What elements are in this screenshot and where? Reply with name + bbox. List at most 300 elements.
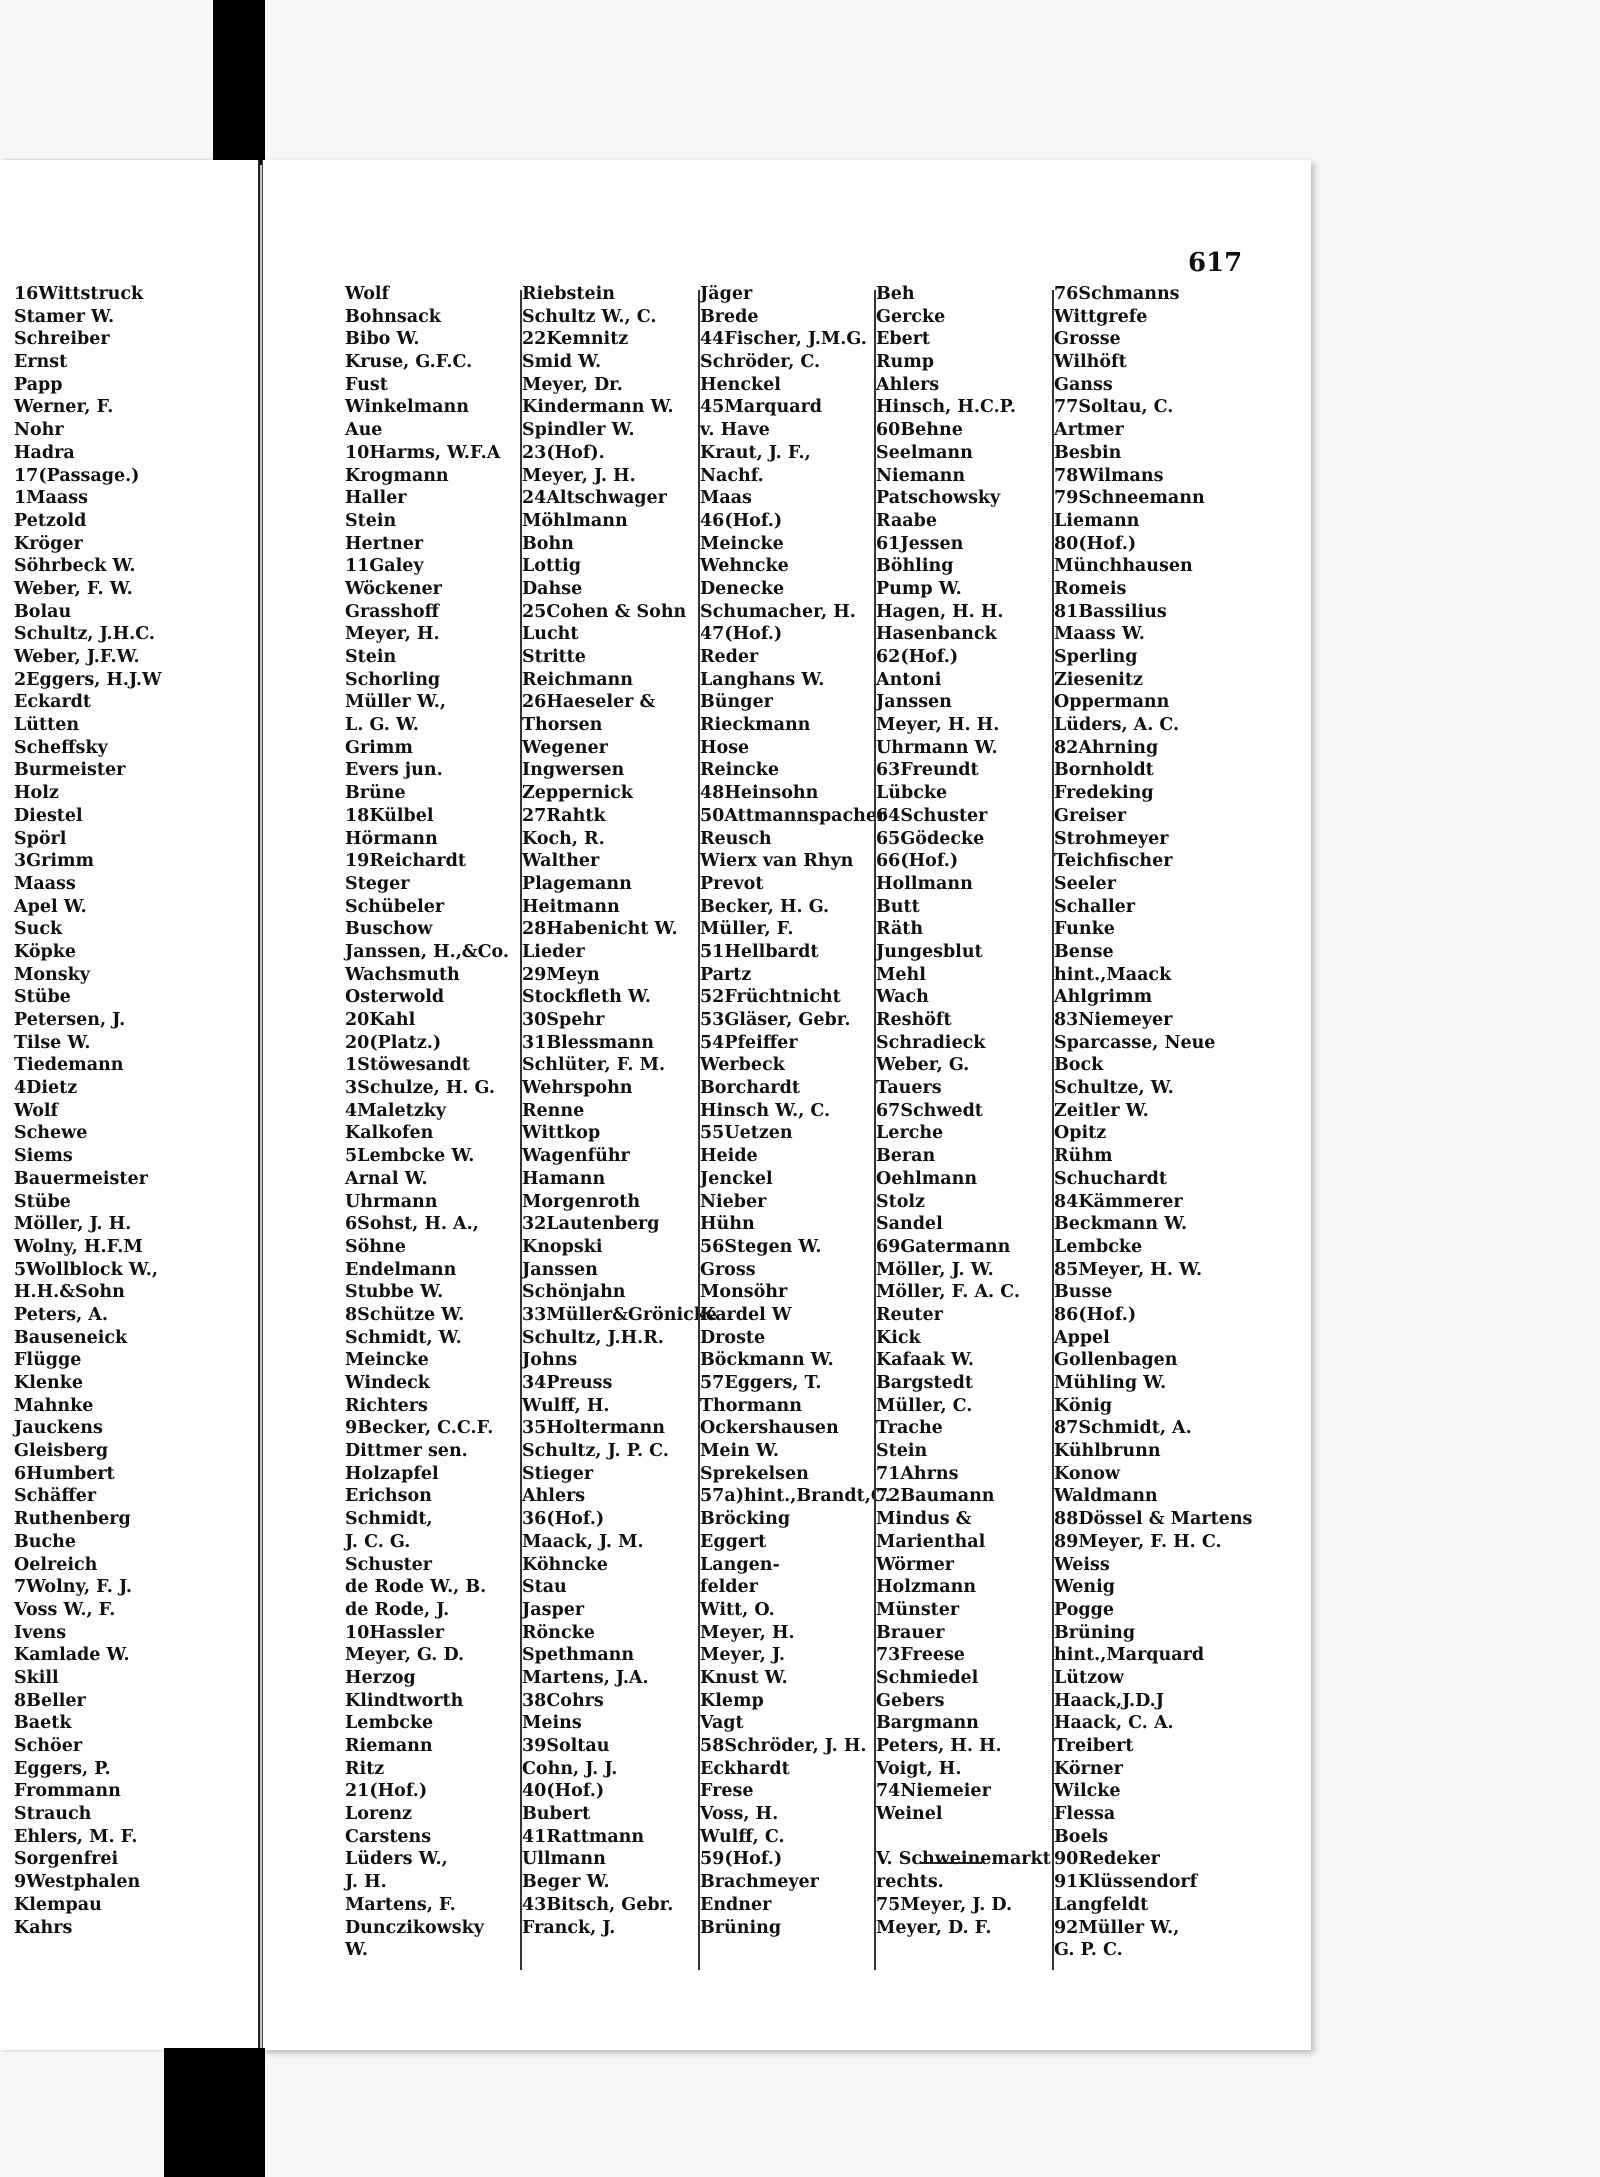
directory-entry: Brüning [1054, 1622, 1136, 1643]
directory-entry: Osterwold [345, 987, 445, 1008]
directory-entry: Besbin [1054, 442, 1122, 463]
directory-entry: Ahlgrimm [1054, 987, 1153, 1008]
directory-entry: 36(Hof.) [522, 1509, 605, 1530]
directory-entry: Erichson [345, 1486, 432, 1507]
directory-entry: Cohn, J. J. [522, 1758, 618, 1779]
directory-entry: Seelmann [876, 442, 973, 463]
directory-entry: Ritz [345, 1758, 385, 1779]
directory-entry: Janssen, H.,&Co. [345, 941, 509, 962]
directory-entry: Schlüter, F. M. [522, 1055, 666, 1076]
directory-entry: Schöer [14, 1736, 83, 1756]
directory-entry: 46(Hof.) [700, 510, 783, 531]
directory-entry: Haller [345, 488, 407, 509]
directory-entry: Holz [14, 783, 59, 804]
directory-entry: Papp [14, 374, 63, 395]
directory-entry: Aue [345, 420, 383, 441]
directory-entry: Schultz W., C. [522, 306, 657, 327]
directory-entry: Wittgrefe [1054, 306, 1148, 327]
directory-entry: H.H.&Sohn [14, 1282, 125, 1303]
directory-entry: Lütten [14, 715, 80, 736]
directory-entry: Böhling [876, 556, 954, 577]
directory-entry: Lorenz [345, 1804, 412, 1825]
directory-entry: Meyer, J. [700, 1645, 785, 1666]
directory-entry: Wehncke [700, 556, 789, 577]
directory-entry: Bauseneick [14, 1327, 128, 1348]
directory-entry: 32Lautenberg [522, 1214, 660, 1235]
directory-entry: Schönjahn [522, 1282, 626, 1303]
directory-entry: Wittkop [522, 1123, 601, 1144]
directory-entry: 83Niemeyer [1054, 1010, 1173, 1030]
directory-entry: Sperling [1054, 647, 1138, 667]
directory-entry: Flügge [14, 1350, 82, 1371]
directory-entry: 22Kemnitz [522, 329, 629, 350]
directory-entry: Klempau [14, 1894, 102, 1915]
directory-entry: 79Schneemann [1054, 488, 1205, 509]
directory-entry: Hose [700, 737, 750, 758]
directory-entry: Bornholdt [1054, 760, 1154, 781]
directory-entry: Eckhardt [700, 1758, 790, 1779]
directory-entry: Richters [345, 1395, 428, 1416]
directory-entry: Hinsch, H.C.P. [876, 397, 1017, 418]
directory-entry: Stockfleth W. [522, 987, 651, 1008]
directory-entry: Reichmann [522, 669, 634, 690]
directory-entry: Bargstedt [876, 1373, 973, 1393]
directory-entry: Brauer [876, 1622, 945, 1643]
directory-entry: 19Reichardt [345, 851, 466, 872]
directory-entry: Knopski [522, 1236, 603, 1257]
directory-entry: 76Schmanns [1054, 284, 1180, 304]
directory-entry: Lüders W., [345, 1849, 448, 1870]
directory-entry: Peters, A. [14, 1304, 108, 1325]
directory-entry: Busse [1054, 1282, 1113, 1303]
directory-entry: Suck [14, 919, 63, 940]
directory-entry: Lucht [522, 624, 579, 645]
directory-entry: 38Cohrs [522, 1690, 604, 1711]
directory-entry: Reder [700, 647, 759, 667]
directory-entry: 41Rattmann [522, 1826, 645, 1847]
directory-entry: Nieber [700, 1191, 767, 1212]
directory-entry: Meyer, Dr. [522, 374, 623, 395]
directory-entry: 9Westphalen [14, 1872, 141, 1893]
directory-entry: Boels [1054, 1826, 1109, 1847]
directory-entry: 45Marquard [700, 397, 823, 418]
directory-entry: hint.,Maack [1054, 964, 1172, 985]
directory-entry: Grosse [1054, 329, 1121, 350]
directory-entry: Butt [876, 896, 920, 917]
directory-entry: 6Sohst, H. A., [345, 1214, 479, 1235]
directory-entry: Haack, C. A. [1054, 1713, 1174, 1734]
directory-entry: 8Schütze W. [345, 1304, 465, 1325]
directory-entry: Reusch [700, 828, 772, 849]
directory-entry: 3Grimm [14, 851, 95, 872]
directory-entry: Langfeldt [1054, 1894, 1149, 1915]
directory-entry: Droste [700, 1327, 766, 1348]
directory-entry: 63Freundt [876, 760, 979, 781]
directory-entry: Smid W. [522, 352, 602, 373]
directory-entry: Gercke [876, 306, 946, 327]
directory-entry: 51Hellbardt [700, 941, 819, 962]
directory-entry: V. Schweinemarkt [876, 1849, 1051, 1870]
page-number: 617 [1188, 248, 1243, 278]
directory-entry: Eggers, P. [14, 1758, 111, 1779]
directory-entry: 8Beller [14, 1690, 86, 1711]
directory-entry: Röncke [522, 1622, 595, 1643]
directory-entry: Kafaak W. [876, 1350, 974, 1371]
directory-entry: Schorling [345, 669, 441, 690]
directory-entry: Hadra [14, 442, 75, 463]
directory-entry: Brede [700, 306, 759, 327]
directory-entry: Appel [1054, 1327, 1110, 1348]
directory-entry: Bünger [700, 692, 773, 713]
directory-entry: 4Maletzky [345, 1100, 446, 1121]
directory-entry: 78Wilmans [1054, 465, 1164, 486]
directory-entry: Möhlmann [522, 510, 628, 531]
directory-entry: 33Müller&Grönicke [522, 1304, 718, 1325]
directory-entry: Mahnke [14, 1395, 94, 1416]
directory-column-1 [345, 283, 509, 1962]
directory-entry: 1Stöwesandt [345, 1055, 471, 1076]
directory-entry: Kardel W [700, 1304, 792, 1325]
directory-entry: Klemp [700, 1690, 764, 1711]
directory-entry: Teichfischer [1054, 851, 1173, 872]
directory-entry: Meyer, H. H. [876, 715, 1000, 736]
directory-entry: Sprekelsen [700, 1463, 809, 1484]
directory-entry: Schultz, J. P. C. [522, 1441, 669, 1462]
directory-entry: Buche [14, 1531, 77, 1552]
directory-entry: 30Spehr [522, 1010, 605, 1030]
directory-entry: de Rode, J. [345, 1599, 450, 1620]
directory-entry: Hamann [522, 1168, 606, 1189]
directory-entry: Köpke [14, 941, 76, 962]
directory-entry: Nohr [14, 420, 64, 441]
directory-entry: Meins [522, 1713, 582, 1734]
directory-entry: Petzold [14, 510, 87, 531]
directory-entry: 48Heinsohn [700, 783, 819, 804]
section-rule [920, 1862, 982, 1864]
directory-entry: 31Blessmann [522, 1032, 654, 1053]
directory-entry: Endner [700, 1894, 772, 1915]
directory-entry: Uhrmann [345, 1191, 438, 1212]
directory-entry: Schultze, W. [1054, 1078, 1174, 1099]
directory-entry: Wegener [522, 737, 608, 758]
directory-entry: Ingwersen [522, 760, 625, 781]
directory-entry: Holzapfel [345, 1463, 439, 1484]
directory-entry: Stübe [14, 987, 71, 1008]
directory-entry: Meyer, H. [345, 624, 440, 645]
directory-entry: 73Freese [876, 1645, 965, 1666]
directory-entry: Krogmann [345, 465, 449, 486]
directory-entry: Hühn [700, 1214, 755, 1235]
directory-entry: Hörmann [345, 828, 438, 849]
directory-entry: Lützow [1054, 1667, 1124, 1688]
binding-tab-bottom-left [164, 2048, 215, 2177]
directory-entry: Vagt [700, 1713, 744, 1734]
directory-entry: Schröder, C. [700, 352, 821, 373]
directory-entry: Voss W., F. [14, 1599, 116, 1620]
directory-entry: Möller, F. A. C. [876, 1282, 1020, 1303]
directory-entry: 7Wolny, F. J. [14, 1577, 132, 1598]
directory-entry: Grasshoff [345, 601, 439, 622]
directory-entry: 27Rahtk [522, 805, 606, 826]
directory-entry: Mehl [876, 964, 926, 985]
directory-entry: Dunczikowsky [345, 1917, 484, 1938]
directory-entry: 90Redeker [1054, 1849, 1160, 1870]
directory-entry: 16Wittstruck [14, 284, 144, 304]
directory-entry: Flessa [1054, 1804, 1116, 1825]
directory-entry: Pump W. [876, 578, 962, 599]
directory-entry: Maass [14, 873, 76, 894]
directory-column-4 [876, 283, 1051, 1939]
directory-entry: Schuster [345, 1554, 433, 1575]
directory-entry: Kühlbrunn [1054, 1441, 1161, 1462]
directory-entry: 66(Hof.) [876, 851, 959, 872]
directory-entry: 65Gödecke [876, 828, 985, 849]
directory-entry: Janssen [876, 692, 952, 713]
directory-entry: Thorsen [522, 715, 603, 736]
directory-entry: 43Bitsch, Gebr. [522, 1894, 674, 1915]
directory-entry: 87Schmidt, A. [1054, 1418, 1192, 1439]
directory-entry: 75Meyer, J. D. [876, 1894, 1013, 1915]
directory-entry: Spörl [14, 828, 67, 849]
directory-entry: Kahrs [14, 1917, 73, 1938]
directory-entry: Wöckener [345, 578, 442, 599]
directory-entry: 82Ahrning [1054, 737, 1159, 758]
directory-entry: 20Kahl [345, 1010, 416, 1030]
directory-entry: 88Dössel & Martens [1054, 1509, 1253, 1530]
directory-entry: Borchardt [700, 1078, 800, 1099]
directory-entry: Gollenbagen [1054, 1350, 1178, 1371]
directory-entry: 62(Hof.) [876, 647, 959, 667]
directory-entry: Riemann [345, 1736, 433, 1756]
directory-entry: Lerche [876, 1123, 944, 1144]
directory-entry: Romeis [1054, 578, 1127, 599]
directory-entry: Knust W. [700, 1667, 788, 1688]
directory-entry: Oelreich [14, 1554, 98, 1575]
directory-entry: Beckmann W. [1054, 1214, 1188, 1235]
directory-entry: 1Maass [14, 488, 88, 509]
directory-entry: Waldmann [1054, 1486, 1158, 1507]
directory-entry: Artmer [1054, 420, 1124, 441]
directory-entry: 44Fischer, J.M.G. [700, 329, 867, 350]
directory-entry: Partz [700, 964, 752, 985]
directory-entry: Meyer, J. H. [522, 465, 636, 486]
directory-entry: Jäger [700, 284, 753, 304]
directory-entry: König [1054, 1395, 1113, 1416]
directory-entry: Stamer W. [14, 306, 115, 327]
directory-entry: Kalkofen [345, 1123, 434, 1144]
directory-entry: Strauch [14, 1804, 92, 1825]
directory-entry: 25Cohen & Sohn [522, 601, 687, 622]
directory-entry: Ahlers [522, 1486, 586, 1507]
directory-entry: 69Gatermann [876, 1236, 1011, 1257]
directory-entry: Wilcke [1054, 1781, 1121, 1802]
directory-entry: Sparcasse, Neue [1054, 1032, 1216, 1053]
directory-entry: Thormann [700, 1395, 802, 1416]
directory-entry: Franck, J. [522, 1917, 616, 1938]
directory-entry: Denecke [700, 578, 785, 599]
directory-entry: Jauckens [14, 1418, 103, 1439]
directory-entry: Nachf. [700, 465, 764, 486]
directory-entry: Hollmann [876, 873, 973, 894]
directory-entry: L. G. W. [345, 715, 420, 736]
directory-entry: Monsöhr [700, 1282, 788, 1303]
directory-entry: Raabe [876, 510, 937, 531]
directory-entry: Windeck [345, 1373, 430, 1393]
directory-entry: Wulff, H. [522, 1395, 610, 1416]
directory-entry: Müller W., [345, 692, 446, 713]
directory-entry: 71Ahrns [876, 1463, 959, 1484]
directory-entry: 52Früchtnicht [700, 987, 841, 1008]
directory-entry: Stein [345, 647, 397, 667]
directory-entry: Frese [700, 1781, 754, 1802]
directory-entry: Wenig [1054, 1577, 1115, 1598]
directory-entry: Bohn [522, 533, 574, 554]
directory-entry: 64Schuster [876, 805, 988, 826]
directory-entry: Schäffer [14, 1486, 97, 1507]
directory-entry: Renne [522, 1100, 585, 1121]
directory-entry: Weinel [876, 1804, 943, 1825]
directory-entry: Schmidt, [345, 1509, 433, 1530]
directory-entry: 5Wollblock W., [14, 1259, 158, 1280]
directory-entry: Stieger [522, 1463, 594, 1484]
directory-entry: Heitmann [522, 896, 620, 917]
directory-column-5 [1054, 283, 1252, 1962]
directory-entry: Schradieck [876, 1032, 986, 1053]
directory-entry: Tiedemann [14, 1055, 124, 1076]
directory-entry: 26Haeseler & [522, 692, 656, 713]
directory-entry: Hinsch W., C. [700, 1100, 831, 1121]
directory-entry: Mindus & [876, 1509, 972, 1530]
directory-entry: Maass W. [1054, 624, 1145, 645]
directory-entry: Peters, H. H. [876, 1736, 1002, 1756]
directory-column-2 [522, 283, 717, 1939]
directory-entry: 6Humbert [14, 1463, 115, 1484]
directory-entry: Lembcke [345, 1713, 434, 1734]
directory-entry: Zeppernick [522, 783, 633, 804]
directory-entry: 23(Hof). [522, 442, 605, 463]
directory-entry: Rühm [1054, 1146, 1113, 1167]
directory-entry: Winkelmann [345, 397, 469, 418]
directory-entry: 55Uetzen [700, 1123, 793, 1144]
directory-entry: Schübeler [345, 896, 445, 917]
directory-entry: Oehlmann [876, 1168, 978, 1189]
directory-entry: Bargmann [876, 1713, 979, 1734]
directory-entry: 57Eggers, T. [700, 1373, 822, 1393]
directory-entry: Werner, F. [14, 397, 114, 418]
directory-entry: Schaller [1054, 896, 1136, 917]
directory-entry: 50Attmannspacher [700, 805, 887, 826]
directory-entry: Herzog [345, 1667, 416, 1688]
directory-entry: Jungesblut [876, 941, 983, 962]
directory-entry: J. C. G. [345, 1531, 411, 1552]
directory-entry: Opitz [1054, 1123, 1107, 1144]
directory-entry: Stubbe W. [345, 1282, 444, 1303]
directory-entry: Brüning [700, 1917, 782, 1938]
directory-entry: Riebstein [522, 284, 616, 304]
directory-entry: Greiser [1054, 805, 1127, 826]
directory-entry: 10Harms, W.F.A [345, 442, 501, 463]
directory-entry: Zeitler W. [1054, 1100, 1149, 1121]
directory-entry: Bröcking [700, 1509, 791, 1530]
directory-entry: Gebers [876, 1690, 945, 1711]
directory-entry: Söhne [345, 1236, 406, 1257]
directory-entry: 47(Hof.) [700, 624, 783, 645]
directory-entry: Wilhöft [1054, 352, 1127, 373]
directory-entry: Reuter [876, 1304, 943, 1325]
directory-entry: Ganss [1054, 374, 1113, 395]
directory-entry: 91Klüssendorf [1054, 1872, 1198, 1893]
directory-entry: 34Preuss [522, 1373, 613, 1393]
directory-entry: Seeler [1054, 873, 1116, 894]
directory-entry: Ziesenitz [1054, 669, 1143, 690]
directory-entry: Fredeking [1054, 783, 1154, 804]
directory-entry: 35Holtermann [522, 1418, 665, 1439]
directory-entry: Schumacher, H. [700, 601, 856, 622]
directory-entry [876, 1826, 1051, 1849]
directory-entry: Stübe [14, 1191, 71, 1212]
directory-entry: Evers jun. [345, 760, 443, 781]
directory-entry: Räth [876, 919, 924, 940]
directory-entry: 39Soltau [522, 1736, 610, 1756]
directory-entry: Lembcke [1054, 1236, 1143, 1257]
directory-entry: Weber, G. [876, 1055, 970, 1076]
directory-entry: Eckardt [14, 692, 91, 713]
directory-entry: 80(Hof.) [1054, 533, 1137, 554]
directory-entry: Müller, F. [700, 919, 794, 940]
directory-entry: Stau [522, 1577, 567, 1598]
directory-entry: Klindtworth [345, 1690, 464, 1711]
directory-entry: 3Schulze, H. G. [345, 1078, 495, 1099]
directory-entry: Fust [345, 374, 388, 395]
directory-entry: Konow [1054, 1463, 1120, 1484]
directory-entry: 10Hassler [345, 1622, 444, 1643]
directory-entry: Böckmann W. [700, 1350, 834, 1371]
directory-entry: Petersen, J. [14, 1010, 126, 1030]
directory-entry: Wolny, H.F.M [14, 1236, 143, 1257]
directory-entry: Schreiber [14, 329, 110, 350]
directory-entry: Ruthenberg [14, 1509, 131, 1530]
directory-entry: Walther [522, 851, 600, 872]
directory-entry: Wach [876, 987, 929, 1008]
directory-entry: 89Meyer, F. H. C. [1054, 1531, 1222, 1552]
directory-entry: Frommann [14, 1781, 121, 1802]
directory-entry: Becker, H. G. [700, 896, 830, 917]
binding-tab-top [213, 0, 265, 165]
directory-entry: Weber, F. W. [14, 578, 133, 599]
directory-entry: Lottig [522, 556, 582, 577]
directory-entry: 67Schwedt [876, 1100, 983, 1121]
directory-entry: Kröger [14, 533, 83, 554]
directory-entry: 61Jessen [876, 533, 964, 554]
directory-entry: Bock [1054, 1055, 1104, 1076]
directory-entry: J. H. [345, 1872, 387, 1893]
directory-entry: Spindler W. [522, 420, 635, 441]
directory-entry: Köhncke [522, 1554, 608, 1575]
directory-entry: Ebert [876, 329, 931, 350]
directory-entry: Bubert [522, 1804, 591, 1825]
directory-entry: Schultz, J.H.C. [14, 624, 155, 645]
directory-entry: Marienthal [876, 1531, 986, 1552]
directory-entry: 4Dietz [14, 1078, 78, 1099]
directory-entry: Bibo W. [345, 329, 420, 350]
directory-entry: Beger W. [522, 1872, 610, 1893]
directory-entry: 24Altschwager [522, 488, 667, 509]
directory-entry: 60Behne [876, 420, 963, 441]
directory-entry: Meincke [700, 533, 784, 554]
directory-entry: 77Soltau, C. [1054, 397, 1174, 418]
directory-entry: Werbeck [700, 1055, 785, 1076]
directory-entry: Bolau [14, 601, 72, 622]
